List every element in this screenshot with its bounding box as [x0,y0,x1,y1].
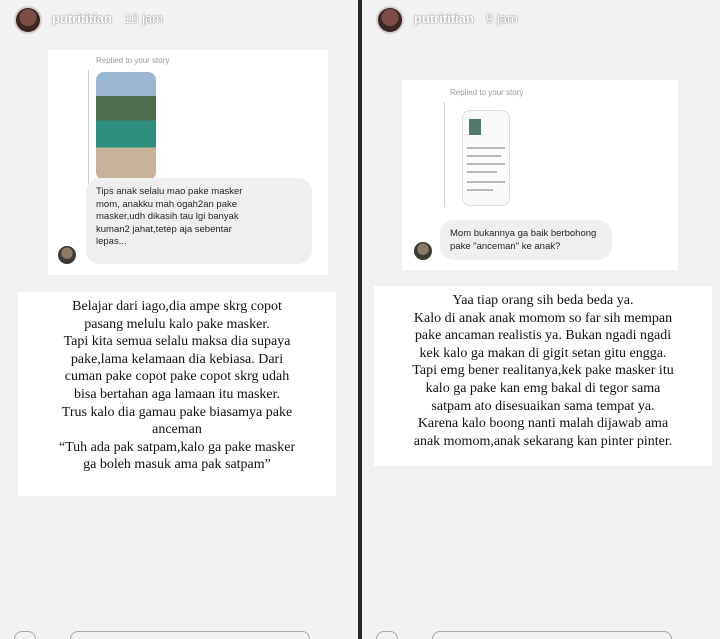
caption-line: pake,lama kelamaan dia kebiasa. Dari [70,351,284,367]
caption-line: Tapi kita semua selalu maksa dia supaya [63,334,291,350]
story-header [0,0,358,40]
caption-line: bisa bertahan aga lamaan itu masker. [73,386,281,402]
camera-button[interactable] [14,631,36,639]
caption-line: anak momom,anak sekarang kan pinter pinter. [413,433,673,449]
sender-avatar [58,246,76,264]
story-header [362,0,720,40]
story-thumbnail-image[interactable] [96,72,156,180]
caption-line: Tapi emg bener realitanya,kek pake masker itu [412,363,674,379]
story-caption [18,292,336,496]
story-time: 9 jam [486,11,518,26]
message-line: mom, anakku mah ogah2an pake [96,198,238,210]
profile-avatar[interactable] [376,6,404,34]
replied-label: Replied to your story [96,56,170,65]
send-message-input[interactable] [432,631,672,639]
camera-button[interactable] [376,631,398,639]
dm-screenshot-card [48,50,328,275]
reply-thread-line [88,70,89,190]
thumbnail-text-line [467,181,505,183]
caption-line: satpam ato disesuaikan sama tempat ya. [431,398,655,414]
caption-line: Trus kalo dia gamau pake biasamya pake [61,404,293,420]
username[interactable]: putrititian [414,11,474,26]
caption-line: ga boleh masuk ama pak satpam” [83,457,271,473]
caption-line: kalo ga pake kan emg bakal di tegor sama [425,380,661,396]
username[interactable]: putrititian [52,11,112,26]
message-line: Tips anak selalu mao pake masker [96,186,243,197]
story-footer [0,627,358,639]
caption-line: cuman pake copot pake copot skrg udah [64,369,290,385]
caption-line: kek kalo ga makan di gigit setan gitu engga. [419,345,667,361]
caption-line: Belajar dari iago,dia ampe skrg copot [72,299,282,314]
sender-avatar [414,242,432,260]
story-caption [374,286,712,466]
caption-line: Karena kalo boong nanti malah dijawab ama [417,416,669,432]
caption-line: Kalo di anak anak momom so far sih mempan [413,310,673,326]
story-panel-left [0,0,358,639]
message-line: pake "anceman" ke anak? [450,240,561,252]
message-line: masker,udh dikasih tau lgi banyak [96,211,239,222]
story-panel-right [362,0,720,639]
reply-thread-line [444,102,445,207]
message-line: Mom bukannya ga baik berbohong [450,228,597,239]
message-line: kuman2 jahat,tetep aja sebentar [96,223,232,235]
caption-line: anceman [152,422,202,438]
send-message-input[interactable] [70,631,310,639]
message-bubble [86,178,312,264]
caption-line: pake ancaman realistis ya. Bukan ngadi ngadi [414,328,672,344]
replied-label: Replied to your story [450,88,524,97]
thumbnail-text-line [467,147,505,149]
story-footer [362,627,720,639]
thumbnail-text-line [467,189,493,191]
story-time: 10 jam [124,11,164,26]
message-line: lepas... [96,236,127,247]
thumbnail-text-line [467,171,497,173]
caption-line: Yaa tiap orang sih beda beda ya. [452,293,634,308]
caption-line: pasang melulu kalo pake masker. [84,316,270,332]
thumbnail-photo [469,119,481,135]
profile-avatar[interactable] [14,6,42,34]
thumbnail-text-line [467,155,501,157]
thumbnail-text-line [467,163,505,165]
dm-screenshot-card [402,80,678,270]
story-thumbnail-image[interactable] [462,110,510,206]
message-bubble [440,220,612,260]
caption-line: “Tuh ada pak satpam,kalo ga pake masker [58,439,296,455]
